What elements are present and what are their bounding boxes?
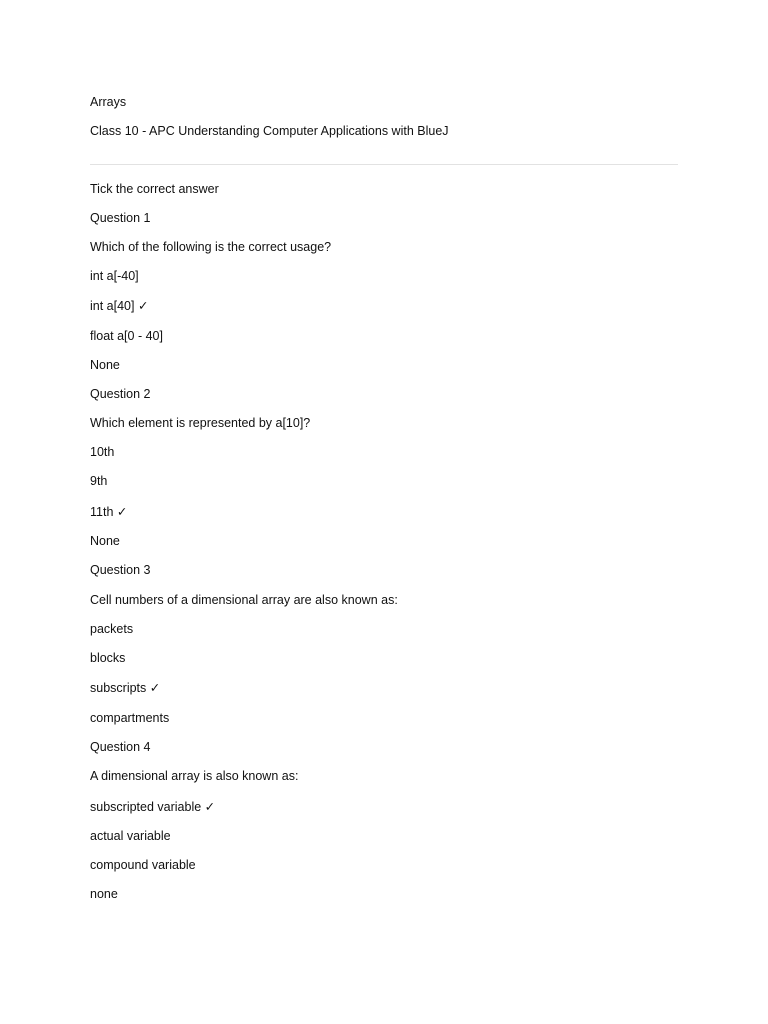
question-2-option-2: 9th (90, 474, 108, 488)
question-1-option-1: int a[-40] (90, 269, 139, 283)
question-3-option-3: subscripts ✓ (90, 681, 161, 695)
question-4-option-4: none (90, 887, 118, 901)
question-3-label: Question 3 (90, 563, 151, 577)
question-2-option-1: 10th (90, 445, 115, 459)
page-title: Arrays (90, 95, 127, 109)
section-heading: Tick the correct answer (90, 182, 219, 196)
question-1-option-4: None (90, 358, 120, 372)
question-2-option-4: None (90, 534, 120, 548)
question-3-text: Cell numbers of a dimensional array are also known as: (90, 593, 398, 607)
page-subtitle: Class 10 - APC Understanding Computer Applications with BlueJ (90, 124, 449, 138)
question-1-option-3: float a[0 - 40] (90, 329, 163, 343)
question-1-text: Which of the following is the correct usage? (90, 240, 332, 254)
question-3-option-1: packets (90, 622, 134, 636)
question-1-option-2: int a[40] ✓ (90, 299, 149, 313)
question-1-label: Question 1 (90, 211, 151, 225)
question-4-option-2: actual variable (90, 829, 171, 843)
divider (90, 164, 678, 165)
question-2-option-3: 11th ✓ (90, 505, 128, 519)
question-4-text: A dimensional array is also known as: (90, 769, 299, 783)
question-2-label: Question 2 (90, 387, 151, 401)
question-4-label: Question 4 (90, 740, 151, 754)
question-4-option-3: compound variable (90, 858, 196, 872)
question-3-option-2: blocks (90, 651, 126, 665)
question-4-option-1: subscripted variable ✓ (90, 800, 216, 814)
question-2-text: Which element is represented by a[10]? (90, 416, 311, 430)
question-3-option-4: compartments (90, 711, 170, 725)
